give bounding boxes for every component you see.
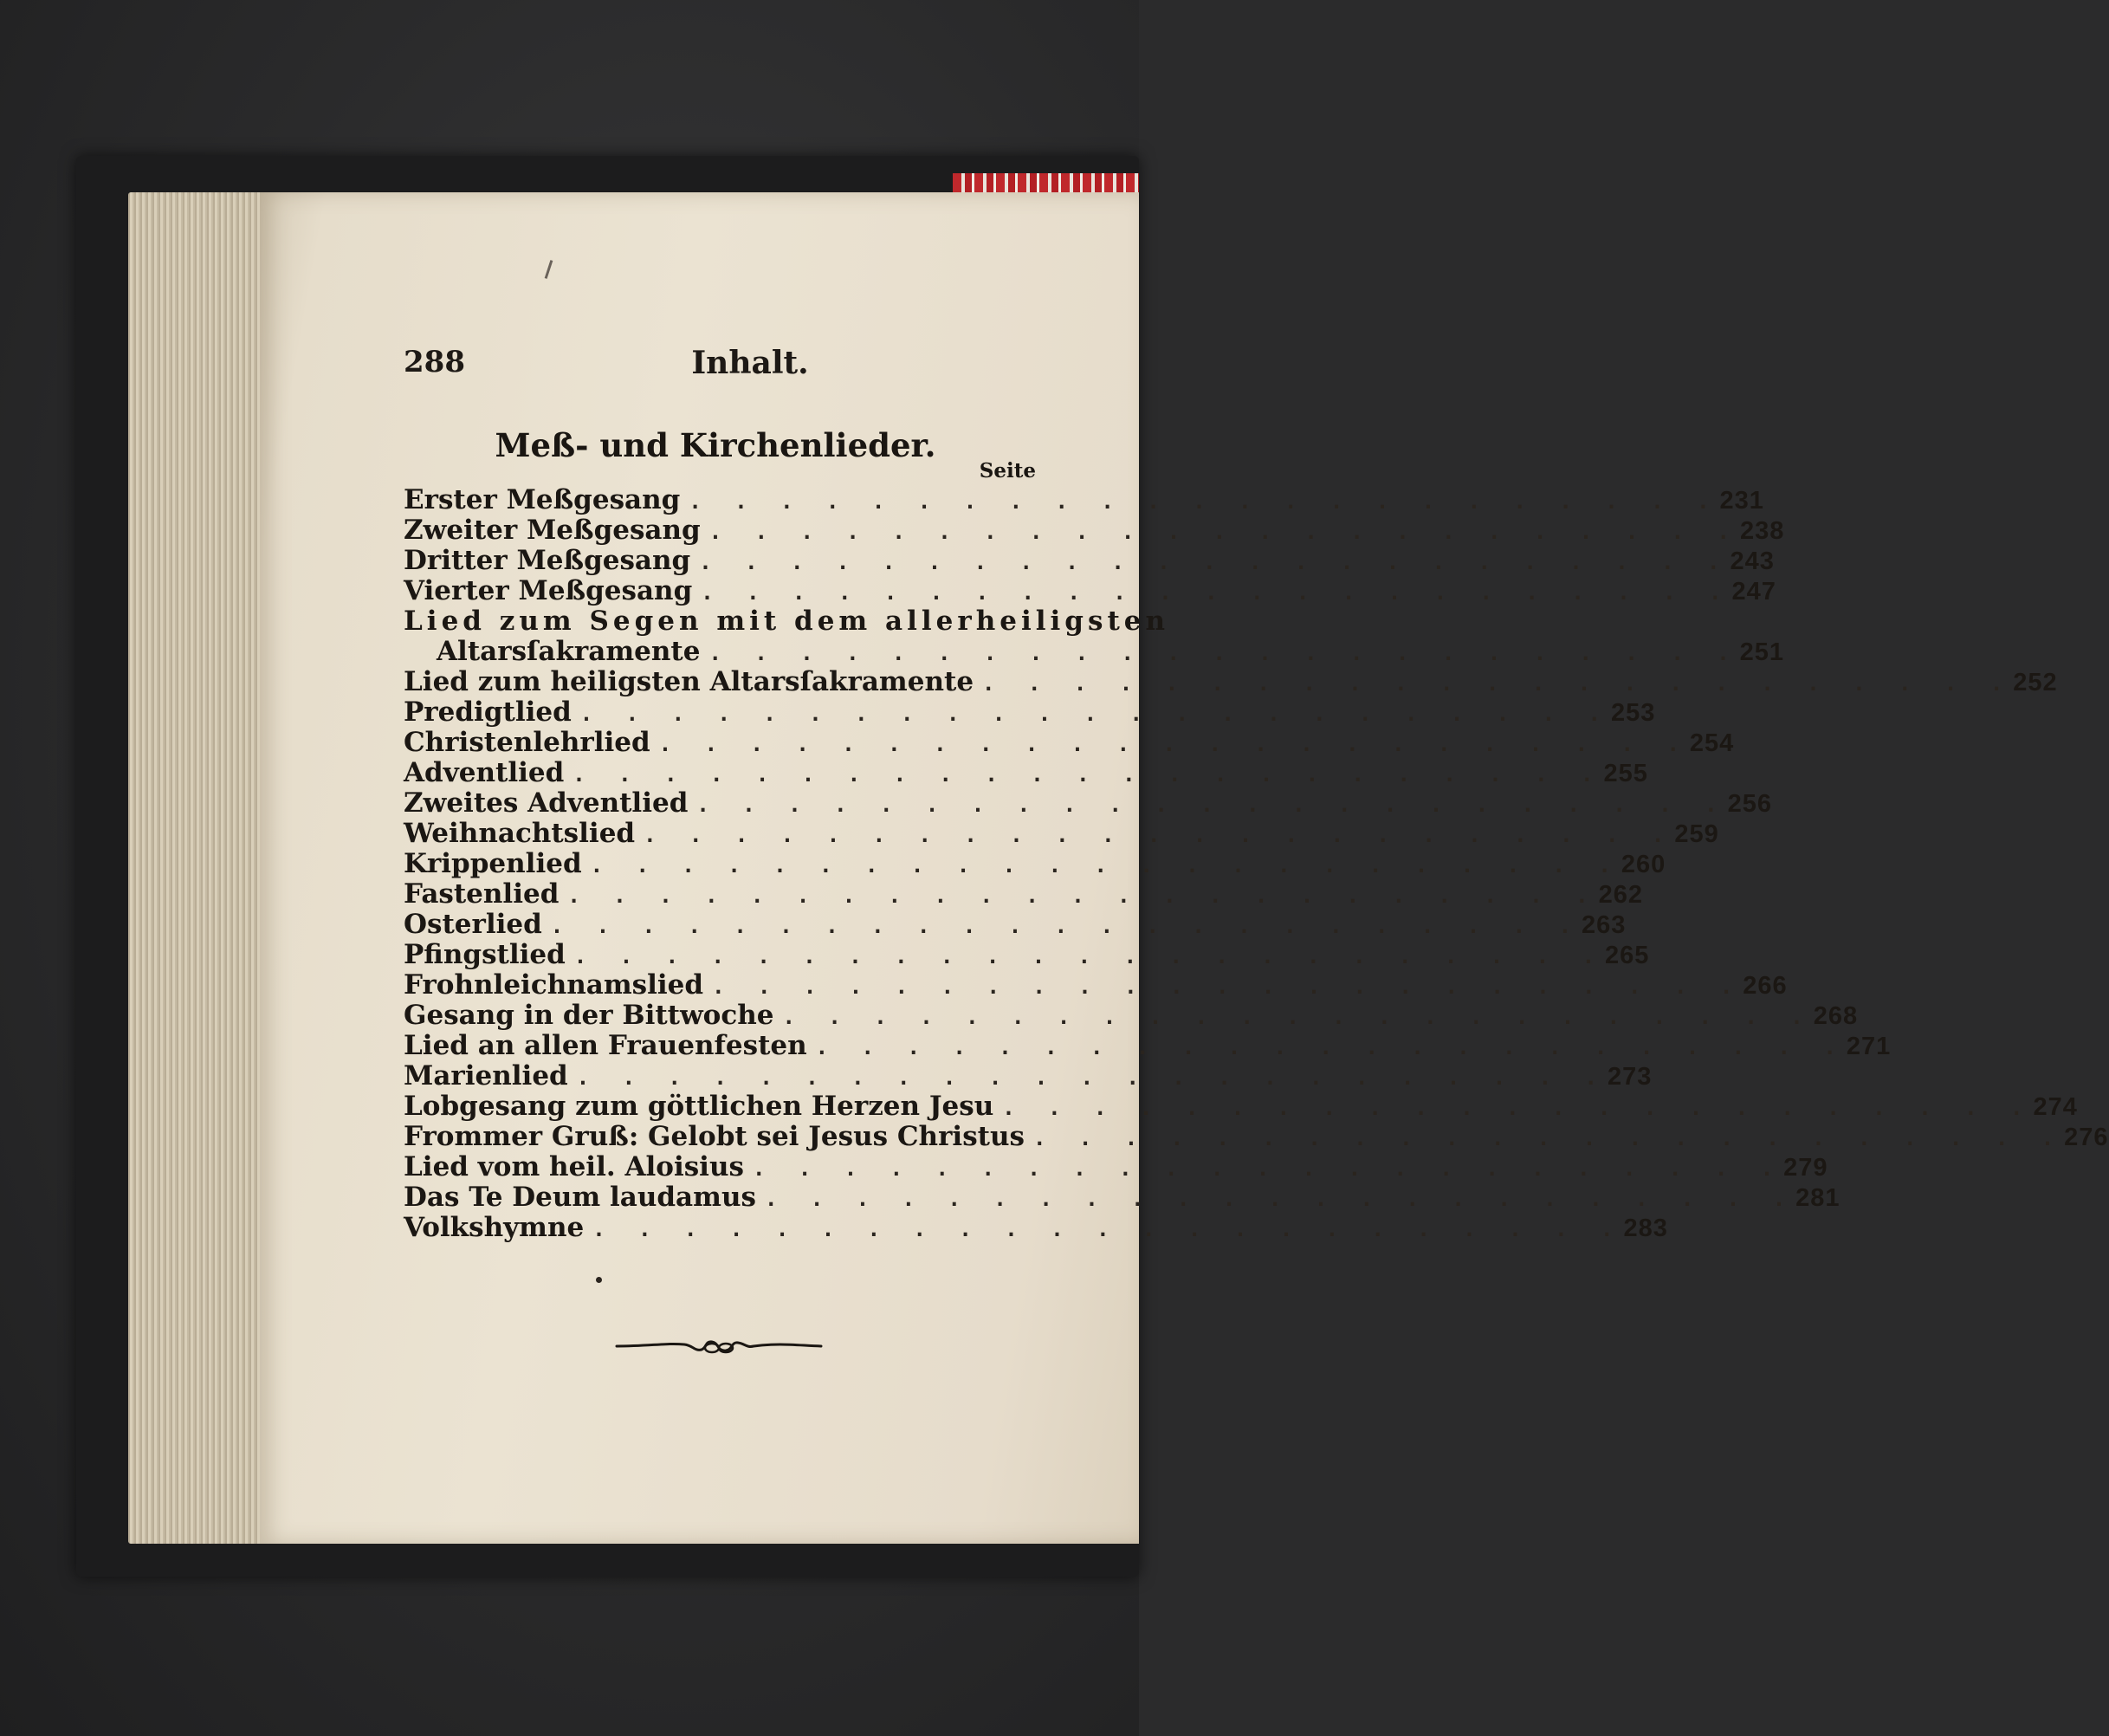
toc-entry[interactable] [404, 636, 1785, 667]
page-number: 288 [404, 345, 465, 379]
toc-entry-page: 259 [1674, 820, 1719, 848]
leader-dots: . . . . . . . . . . . . . . . . . . . . . . . [764, 1187, 1796, 1211]
toc-entry[interactable] [404, 515, 1785, 546]
toc-entry[interactable] [404, 818, 1719, 849]
toc-entry-title: Altarsſakramente [437, 636, 701, 667]
toc-entry-page: 243 [1730, 547, 1775, 575]
toc-entry-page: 281 [1795, 1184, 1841, 1212]
leader-dots: . . . . . . . . . . . . . . . . . . . . . . . [815, 1035, 1847, 1059]
toc-entry-page: 255 [1603, 760, 1648, 787]
page-title: Inhalt. [691, 345, 809, 381]
toc-entry-title: Lied zum Segen mit dem allerheiligsten [404, 606, 1170, 637]
leader-dots: . . . . . . . . . . . . . . . . . . . . . . . [576, 1066, 1608, 1090]
toc-entry-page: 256 [1727, 790, 1772, 818]
toc-entry-page: 253 [1610, 699, 1656, 727]
toc-entry-page: 260 [1621, 851, 1666, 878]
toc-entry-page: 231 [1719, 487, 1764, 515]
toc-entry[interactable] [404, 545, 1775, 576]
toc-entry[interactable] [404, 1030, 1892, 1061]
toc-entry[interactable] [404, 606, 1170, 637]
leader-dots: . . . . . . . . . . . . . . . . . . . . . . . [550, 914, 1582, 938]
toc-entry[interactable] [404, 1060, 1653, 1091]
toc-entry[interactable] [404, 1121, 2109, 1152]
toc-entry[interactable] [404, 909, 1627, 940]
toc-entry-title: Lobgesang zum göttlichen Herzen Jesu [404, 1091, 994, 1122]
toc-entry[interactable] [404, 969, 1788, 1001]
toc-entry-page: 266 [1743, 972, 1788, 1000]
toc-entry-title: Volkshymne [404, 1212, 585, 1243]
leader-dots: . . . . . . . . . . . . . . . . . . . . . . . [644, 823, 1675, 847]
toc-entry-title: Das Te Deum laudamus [404, 1182, 756, 1213]
toc-entry-title: Fastenlied [404, 878, 560, 910]
toc-entry[interactable] [404, 666, 2058, 697]
toc-entry[interactable] [404, 696, 1656, 728]
toc-entry[interactable] [404, 1091, 2078, 1122]
leader-dots: . . . . . . . . . . . . . . . . . . . . . . . [590, 853, 1621, 878]
toc-entry-title: Lied vom heil. Aloisius [404, 1151, 744, 1182]
leader-dots: . . . . . . . . . . . . . . . . . . . . . . . [579, 702, 1611, 726]
toc-entry-page: 251 [1739, 638, 1785, 666]
leader-dots: . . . . . . . . . . . . . . . . . . . . . . . [592, 1217, 1624, 1241]
toc-entry[interactable] [404, 1212, 1668, 1243]
toc-entry[interactable] [404, 848, 1666, 879]
toc-entry-page: 268 [1813, 1002, 1859, 1030]
toc-entry[interactable] [404, 727, 1735, 758]
toc-entry-title: Lied an allen Frauenfesten [404, 1030, 807, 1061]
toc-entry[interactable] [404, 484, 1764, 515]
leader-dots: . . . . . . . . . . . . . . . . . . . . . . . [573, 944, 1606, 968]
leader-dots: . . . . . . . . . . . . . . . . . . . . . . . [696, 793, 1728, 817]
leader-dots: . . . . . . . . . . . . . . . . . . . . . . . [1032, 1126, 2065, 1150]
leader-dots: . . . . . . . . . . . . . . . . . . . . . . . [708, 520, 1740, 544]
toc-entry-title: Vierter Meßgesang [404, 575, 693, 606]
toc-entry-title: Christenlehrlied [404, 727, 650, 758]
toc-entry[interactable] [404, 757, 1648, 788]
toc-entry-title: Dritter Meßgesang [404, 545, 691, 576]
leader-dots: . . . . . . . . . . . . . . . . . . . . . . . [1002, 1096, 2034, 1120]
leader-dots: . . . . . . . . . . . . . . . . . . . . . . . [573, 762, 1604, 787]
toc-entry[interactable] [404, 1182, 1841, 1213]
page-column-label: Seite [979, 459, 1036, 483]
toc-entry-page: 276 [2064, 1124, 2109, 1151]
toc-entry-page: 271 [1846, 1033, 1892, 1060]
leader-dots: . . . . . . . . . . . . . . . . . . . . . . . [708, 641, 1740, 665]
end-ornament-icon [615, 1334, 823, 1358]
toc-entry-page: 247 [1731, 578, 1776, 606]
leader-dots: . . . . . . . . . . . . . . . . . . . . . . . [982, 671, 2014, 696]
toc-entry-page: 274 [2033, 1093, 2078, 1121]
leader-dots: . . . . . . . . . . . . . . . . . . . . . . . [699, 550, 1731, 574]
leader-dots: . . . . . . . . . . . . . . . . . . . . . . . [689, 489, 1720, 514]
leader-dots: . . . . . . . . . . . . . . . . . . . . . . . [752, 1156, 1784, 1181]
toc-entry-page: 254 [1689, 729, 1735, 757]
toc-entry-page: 273 [1607, 1063, 1653, 1091]
leader-dots: . . . . . . . . . . . . . . . . . . . . . . . [712, 975, 1743, 999]
toc-entry-page: 262 [1598, 881, 1643, 909]
toc-entry-title: Pfingstlied [404, 939, 566, 970]
toc-entry-title: Frohnleichnamslied [404, 969, 704, 1001]
toc-entry-title: Gesang in der Bittwoche [404, 1000, 774, 1031]
toc-entry[interactable] [404, 1151, 1828, 1182]
leader-dots: . . . . . . . . . . . . . . . . . . . . . . . [658, 732, 1690, 756]
toc-entry-page: 252 [2013, 669, 2058, 696]
toc-entry[interactable] [404, 787, 1772, 819]
leader-dots: . . . . . . . . . . . . . . . . . . . . . . . [701, 580, 1732, 605]
ink-dot [596, 1277, 602, 1283]
toc-entry-page: 265 [1605, 942, 1650, 969]
toc-entry-title: Krippenlied [404, 848, 582, 879]
toc-entry-title: Erster Meßgesang [404, 484, 681, 515]
toc-entry-title: Marienlied [404, 1060, 568, 1091]
toc-entry-page: 279 [1783, 1154, 1828, 1182]
toc-entry-title: Predigtlied [404, 696, 572, 728]
page-header [404, 345, 1071, 385]
toc-entry-title: Frommer Gruß: Gelobt sei Jesus Christus [404, 1121, 1025, 1152]
leader-dots: . . . . . . . . . . . . . . . . . . . . . . . [782, 1005, 1814, 1029]
toc-entry[interactable] [404, 939, 1650, 970]
toc-entry-page: 263 [1582, 911, 1627, 939]
toc-entry[interactable] [404, 878, 1643, 910]
section-title: Meß- und Kirchenlieder. [495, 426, 936, 464]
toc-entry[interactable] [404, 575, 1776, 606]
toc-entry-page: 283 [1623, 1215, 1668, 1242]
toc-entry-title: Osterlied [404, 909, 542, 940]
toc-entry-title: Zweiter Meßgesang [404, 515, 701, 546]
toc-entry[interactable] [404, 1000, 1859, 1031]
toc-entry-title: Lied zum heiligsten Altarsſakramente [404, 666, 974, 697]
toc-entry-page: 238 [1739, 517, 1785, 545]
table-of-contents [404, 484, 2109, 1243]
toc-entry-title: Zweites Adventlied [404, 787, 689, 819]
toc-entry-title: Adventlied [404, 757, 565, 788]
leader-dots: . . . . . . . . . . . . . . . . . . . . . . . [567, 884, 1599, 908]
toc-entry-title: Weihnachtslied [404, 818, 636, 849]
